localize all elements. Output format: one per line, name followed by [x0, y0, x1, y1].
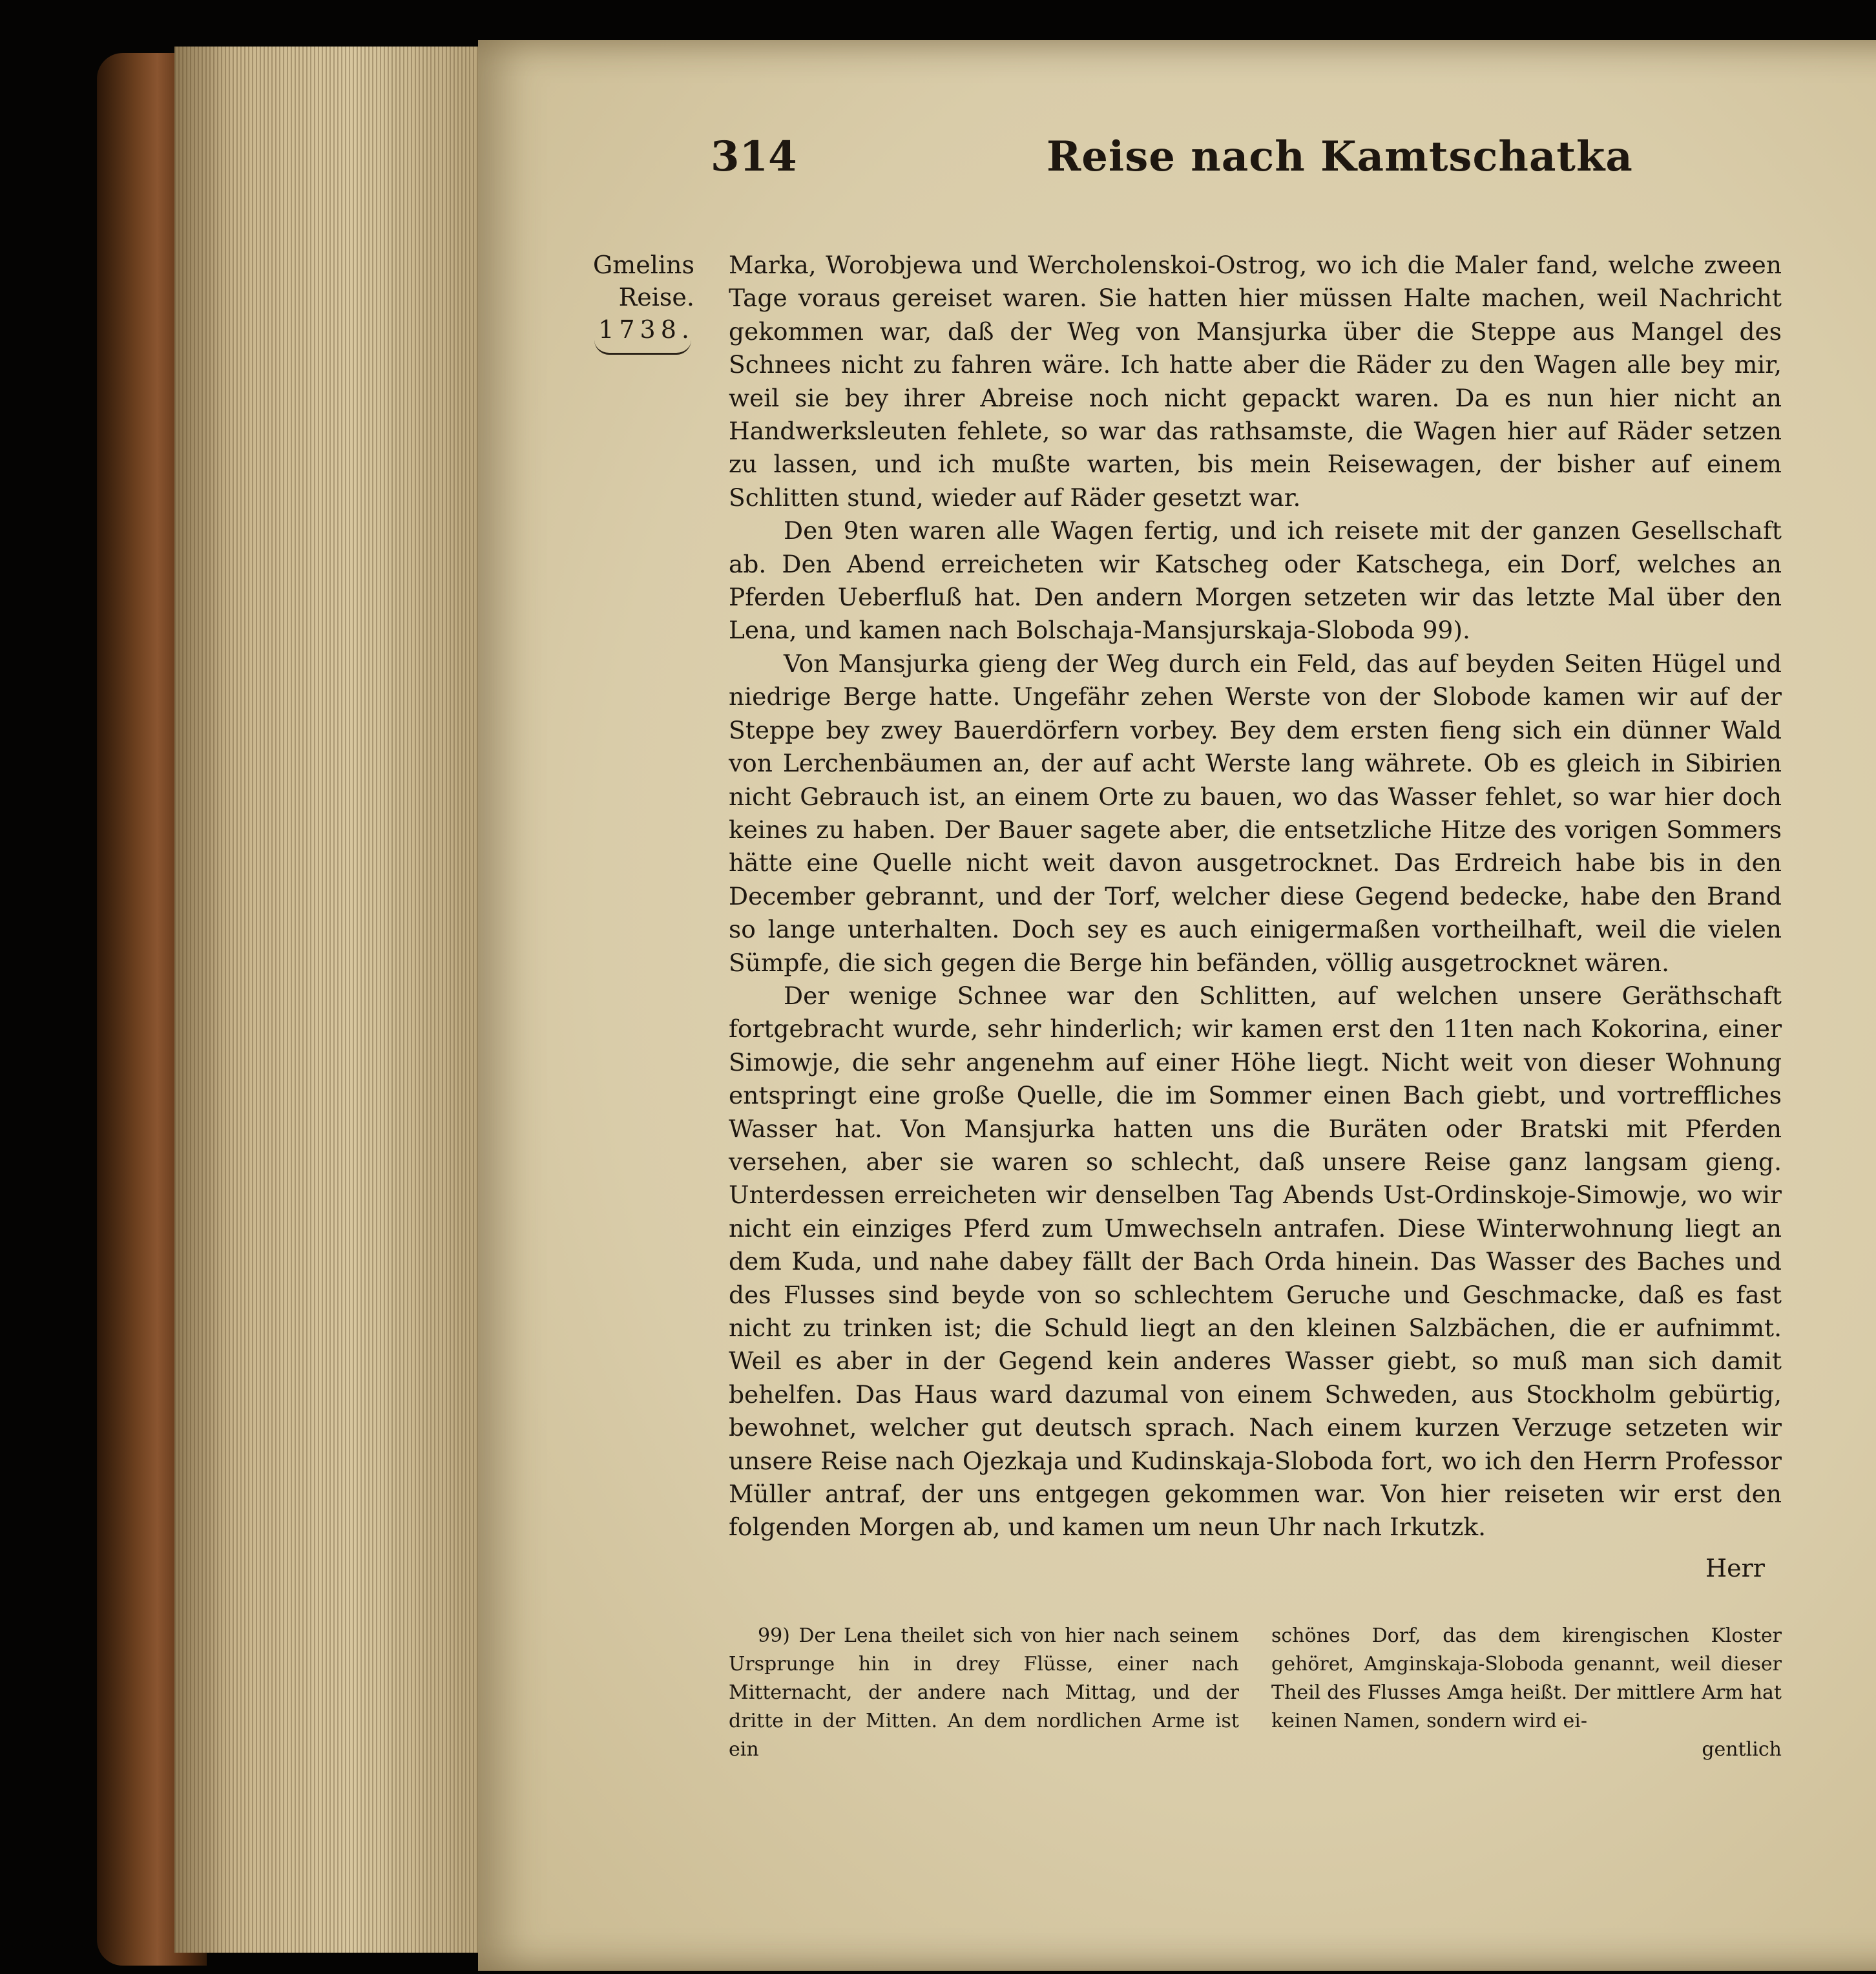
- running-title: Reise nach Kamtschatka: [1047, 132, 1633, 181]
- paragraph-4: Der wenige Schnee war den Schlitten, auf welchen unsere Geräthschaft fortgebracht wurde, sehr hinderlich; wir kamen erst den 11ten nach Kokorina, einer Simowje, die sehr angenehm auf einer Höhe liegt. Nicht weit von dieser Wohnung entspringt eine große Quelle, die im Sommer einen Bach giebt, und vortreffliches Wasser hat. Von Mansjurka hatten uns die Buräten oder Bratski mit Pferden versehen, aber sie waren so schlecht, daß unsere Reise ganz langsam gieng. Unterdessen erreicheten wir denselben Tag Abends Ust-Ordinskoje-Simowje, wo wir nicht ein einziges Pferd zum Umwechseln antrafen. Diese Winterwohnung liegt an dem Kuda, und nahe dabey fällt der Bach Orda hinein. Das Wasser des Baches und des Flusses sind beyde von so schlechtem Geruche und Geschmacke, daß es fast nicht zu trinken ist; die Schuld liegt an den kleinen Salzbächen, die er aufnimmt. Weil es aber in der Gegend kein anderes Wasser giebt, so muß man sich damit behelfen. Das Haus ward dazumal von einem Schweden, aus Stockholm gebürtig, bewohnet, welcher gut deutsch sprach. Nach einem kurzen Verzuge setzeten wir unsere Reise nach Ojezkaja und Kudinskaja-Sloboda fort, wo ich den Herrn Professor Müller antraf, der uns entgegen gekommen war. Von hier reiseten wir erst den folgenden Morgen ab, und kamen um neun Uhr nach Irkutzk.: [729, 981, 1782, 1542]
- footnote-99-part-1: 99) Der Lena theilet sich von hier nach seinem Ursprunge hin in drey Flüsse, einer nach Mitternacht, der andere nach Mittag, und der dritte in der Mitten. An dem nordlichen Arme ist ein: [729, 1624, 1239, 1761]
- footnote-catchword: gentlich: [1702, 1738, 1782, 1761]
- main-text: [729, 249, 1782, 1544]
- footnotes: [729, 1622, 1782, 1764]
- margin-note: [572, 249, 694, 346]
- footnote-99-part-2: schönes Dorf, das dem kirengischen Kloster gehöret, Amginskaja-Sloboda genannt, weil dieser Theil des Flusses Amga heißt. Der mittlere Arm hat keinen Namen, sondern wird ei-: [1271, 1624, 1782, 1732]
- page-edges: [174, 47, 478, 1953]
- paragraph-2: Den 9ten waren alle Wagen fertig, und ich reisete mit der ganzen Gesellschaft ab. Den Abend erreicheten wir Katscheg oder Katschega, ein Dorf, welches an Pferden Ueberfluß hat. Den andern Morgen setzeten wir das letzte Mal über den Lena, und kamen nach Bolschaja-Mansjurskaja-Sloboda 99).: [729, 516, 1782, 645]
- catchword: Herr: [1705, 1554, 1765, 1582]
- margin-note-year: 1738.: [598, 315, 694, 344]
- paragraph-3: Von Mansjurka gieng der Weg durch ein Feld, das auf beyden Seiten Hügel und niedrige Berge hatte. Ungefähr zehen Werste von der Slobode kamen wir auf der Steppe bey zwey Bauerdörfern vorbey. Bey dem ersten fieng sich ein dünner Wald von Lerchenbäumen an, der auf acht Werste lang währete. Ob es gleich in Sibirien nicht Gebrauch ist, an einem Orte zu bauen, wo das Wasser fehlet, so war hier doch keines zu haben. Der Bauer sagete aber, die entsetzliche Hitze des vorigen Sommers hätte eine Quelle nicht weit davon ausgetrocknet. Das Erdreich habe bis in den December gebrannt, und der Torf, welcher diese Gegend bedecke, habe den Brand so lange unterhalten. Doch sey es auch einigermaßen vortheilhaft, weil die vielen Sümpfe, die sich gegen die Berge hin befänden, völlig ausgetrocknet wären.: [729, 649, 1782, 977]
- page-header: [711, 132, 1796, 210]
- paragraph-1: Marka, Worobjewa und Wercholenskoi-Ostrog, wo ich die Maler fand, welche zween Tage voraus gereiset waren. Sie hatten hier müssen Halte machen, weil Nachricht gekommen war, daß der Weg von Mansjurka über die Steppe aus Mangel des Schnees nicht zu fahren wäre. Ich hatte aber die Räder zu den Wagen alle bey mir, weil sie bey ihrer Abreise noch nicht gepackt waren. Da es nun hier nicht an Handwerksleuten fehlete, so war das rathsamste, die Wagen hier auf Räder setzen zu lassen, und ich mußte warten, bis mein Reisewagen, der bisher auf einem Schlitten stund, wieder auf Räder gesetzt war.: [729, 251, 1782, 512]
- page-number: 314: [711, 132, 797, 181]
- margin-note-word: Reise.: [618, 283, 694, 311]
- margin-bracket: [594, 340, 691, 355]
- margin-note-author: Gmelins: [592, 251, 694, 279]
- footnote-column-2: [1271, 1622, 1782, 1764]
- footnote-column-1: [729, 1622, 1239, 1764]
